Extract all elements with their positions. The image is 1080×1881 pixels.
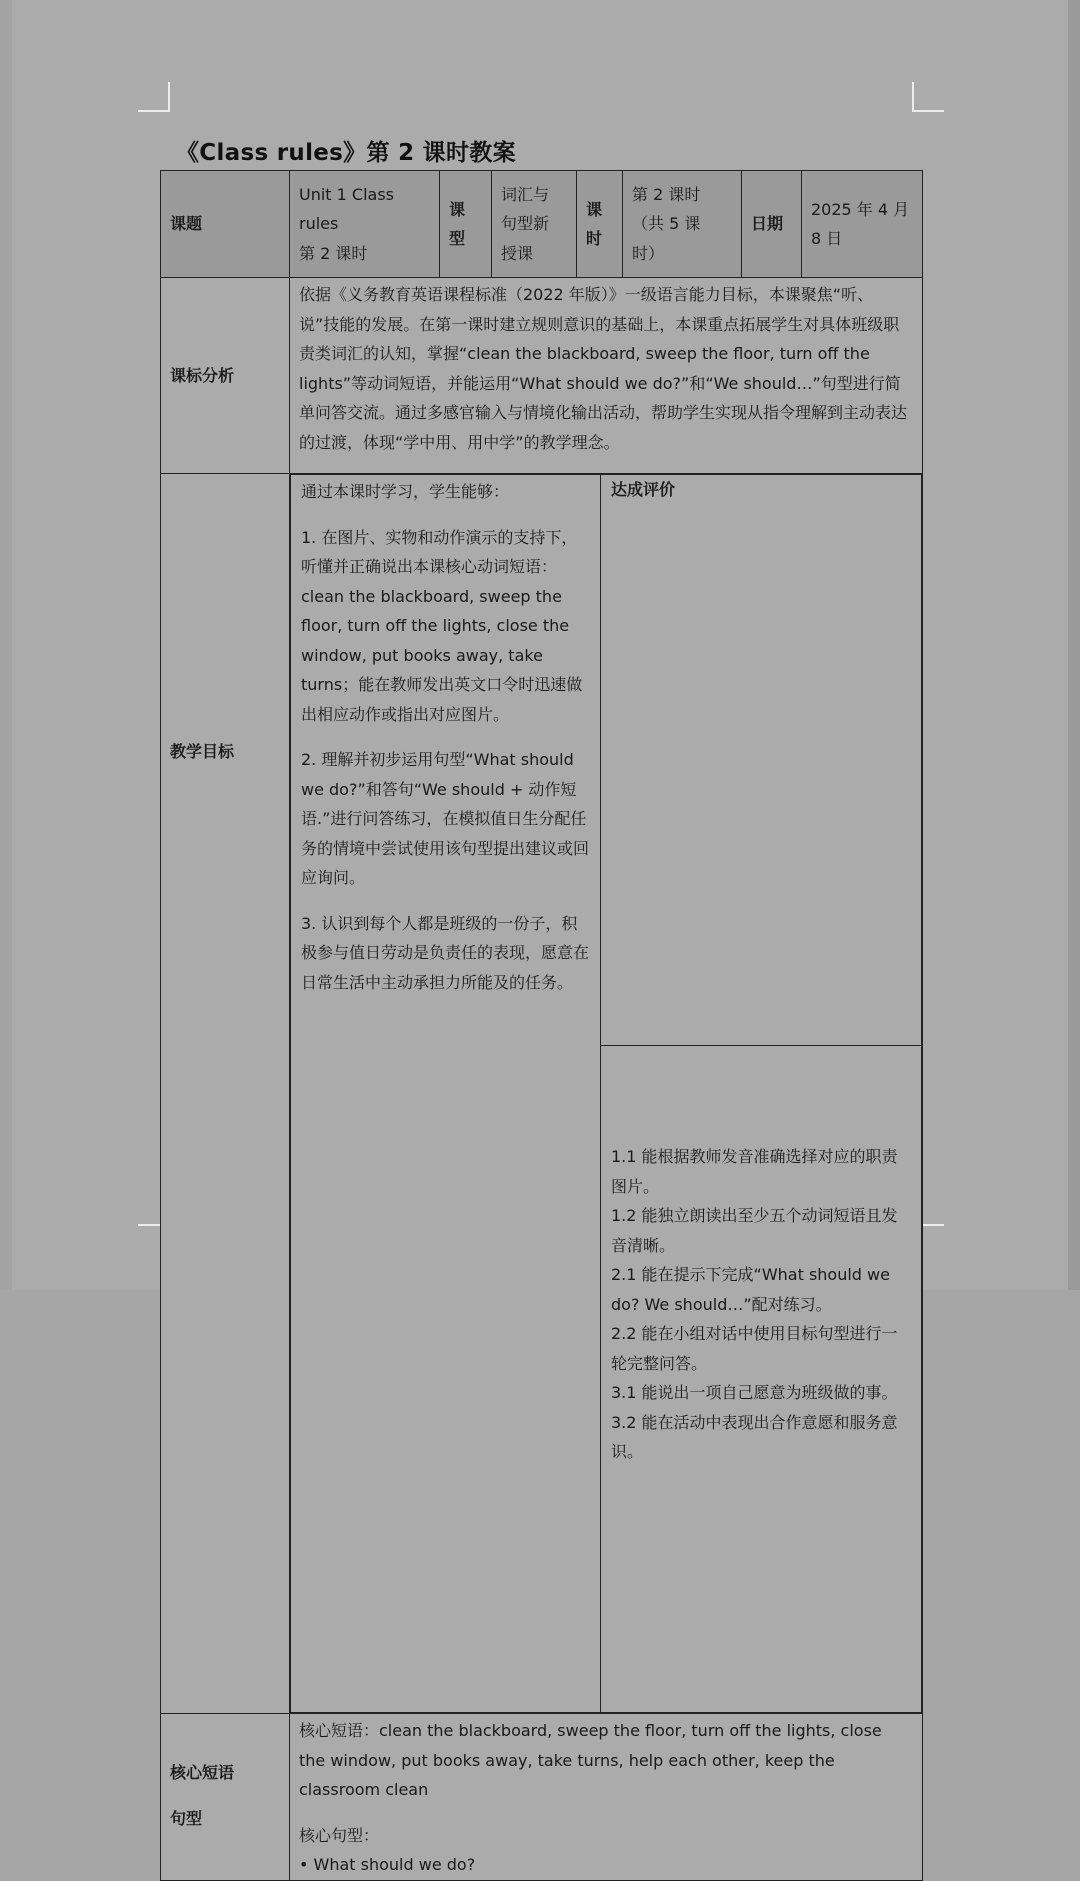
core-content-cell <box>290 1714 923 1881</box>
document-title: 《Class rules》第 2 课时教案 <box>176 140 516 166</box>
topic-value-line1: Unit 1 Class rules <box>299 184 395 234</box>
period-label-cell <box>577 171 623 278</box>
crop-mark-top-left <box>138 82 170 112</box>
topic-value-cell <box>290 171 440 278</box>
period-value-line2: （共 5 课 <box>632 214 701 234</box>
period-label-line2: 时 <box>586 229 603 248</box>
topic-value-line2: 第 2 课时 <box>299 243 368 263</box>
goal-3: 3. 认识到每个人都是班级的一份子，积极参与值日劳动是负责任的表现，愿意在日常生活中主动承担力所能及的任务。 <box>301 913 590 992</box>
eval-2-1: 2.1 能在提示下完成“What should we do? We should…”配对练习。 <box>611 1265 890 1314</box>
standards-text: 依据《义务教育英语课程标准（2022 年版）》一级语言能力目标，本课聚焦“听、说”技能的发展。在第一课时建立规则意识的基础上，本课重点拓展学生对具体班级职责类词汇的认知，掌握“clean the blackboard, sweep the floor, turn off the lights”等动词短语，并能运用“What should we do?”和“We should…”句型进行简单问答交流。通过多感官输入与情境化输出活动，帮助学生实现从指令理解到主动表达的过渡，体现“学中用、用中学”的教学理念。 <box>299 285 908 452</box>
eval-2-2: 2.2 能在小组对话中使用目标句型进行一轮完整问答。 <box>611 1324 898 1373</box>
date-value-line2: 8 日 <box>811 229 843 248</box>
type-label-line1: 课 <box>449 199 466 219</box>
period-value-line1: 第 2 课时 <box>632 184 701 204</box>
core-row <box>161 1714 923 1881</box>
evaluation-header: 达成评价 <box>601 475 922 1046</box>
goal-2: 2. 理解并初步运用句型“What should we do?”和答句“We should + 动作短语.”进行问答练习，在模拟值日生分配任务的情境中尝试使用该句型提出建议或回应询问。 <box>301 750 590 887</box>
type-label-cell <box>440 171 492 278</box>
core-label-line2: 句型 <box>170 1809 203 1828</box>
eval-3-2: 3.2 能在活动中表现出合作意愿和服务意识。 <box>611 1412 898 1461</box>
eval-1-2: 1.2 能独立朗读出至少五个动词短语且发音清晰。 <box>611 1206 898 1255</box>
core-label-line1: 核心短语 <box>170 1763 235 1782</box>
period-label-line1: 课 <box>586 199 603 219</box>
objectives-label: 教学目标 <box>170 742 235 762</box>
core-pattern-1: • What should we do? <box>299 1855 476 1874</box>
core-label-cell <box>161 1714 290 1881</box>
eval-1-1: 1.1 能根据教师发音准确选择对应的职责图片。 <box>611 1147 898 1196</box>
objectives-content-cell <box>290 474 923 1714</box>
page-left-margin <box>0 0 12 1290</box>
crop-mark-top-right <box>912 82 944 112</box>
scrollbar-track[interactable] <box>1068 0 1080 1290</box>
core-patterns-label: 核心句型： <box>299 1825 380 1845</box>
type-value-line2: 句型新 <box>501 214 550 234</box>
objectives-inner-table <box>290 474 922 1713</box>
goals-column <box>291 475 601 1713</box>
date-label: 日期 <box>751 214 784 234</box>
type-label-line2: 型 <box>449 229 466 248</box>
standards-label-cell <box>161 278 290 474</box>
period-value-line3: 时） <box>632 243 665 263</box>
date-label-cell <box>742 171 802 278</box>
core-phrases: 核心短语：clean the blackboard, sweep the floor, turn off the lights, close the window, put books away, take turns, help each other, keep the classroom clean <box>299 1721 882 1799</box>
evaluation-column <box>601 1046 922 1713</box>
topic-label-cell <box>161 171 290 278</box>
standards-label: 课标分析 <box>170 365 235 385</box>
date-value-cell <box>802 171 923 278</box>
eval-3-1: 3.1 能说出一项自己愿意为班级做的事。 <box>611 1383 898 1402</box>
type-value-cell <box>492 171 577 278</box>
goal-1: 1. 在图片、实物和动作演示的支持下，听懂并正确说出本课核心动词短语：clean the blackboard, sweep the floor, turn off the lights, close the window, put books away, take turns；能在教师发出英文口令时迅速做出相应动作或指出对应图片。 <box>301 527 583 724</box>
standards-text-cell <box>290 278 923 474</box>
goals-intro: 通过本课时学习，学生能够： <box>301 482 510 501</box>
objectives-label-cell <box>161 474 290 1714</box>
date-value-line1: 2025 年 4 月 <box>811 199 910 219</box>
type-value-line1: 词汇与 <box>501 184 550 204</box>
lesson-plan-table <box>160 170 923 1881</box>
objectives-row <box>161 474 923 1714</box>
period-value-cell <box>623 171 742 278</box>
type-value-line3: 授课 <box>501 243 534 263</box>
header-row <box>161 171 923 278</box>
topic-label: 课题 <box>170 214 203 234</box>
standards-row <box>161 278 923 474</box>
